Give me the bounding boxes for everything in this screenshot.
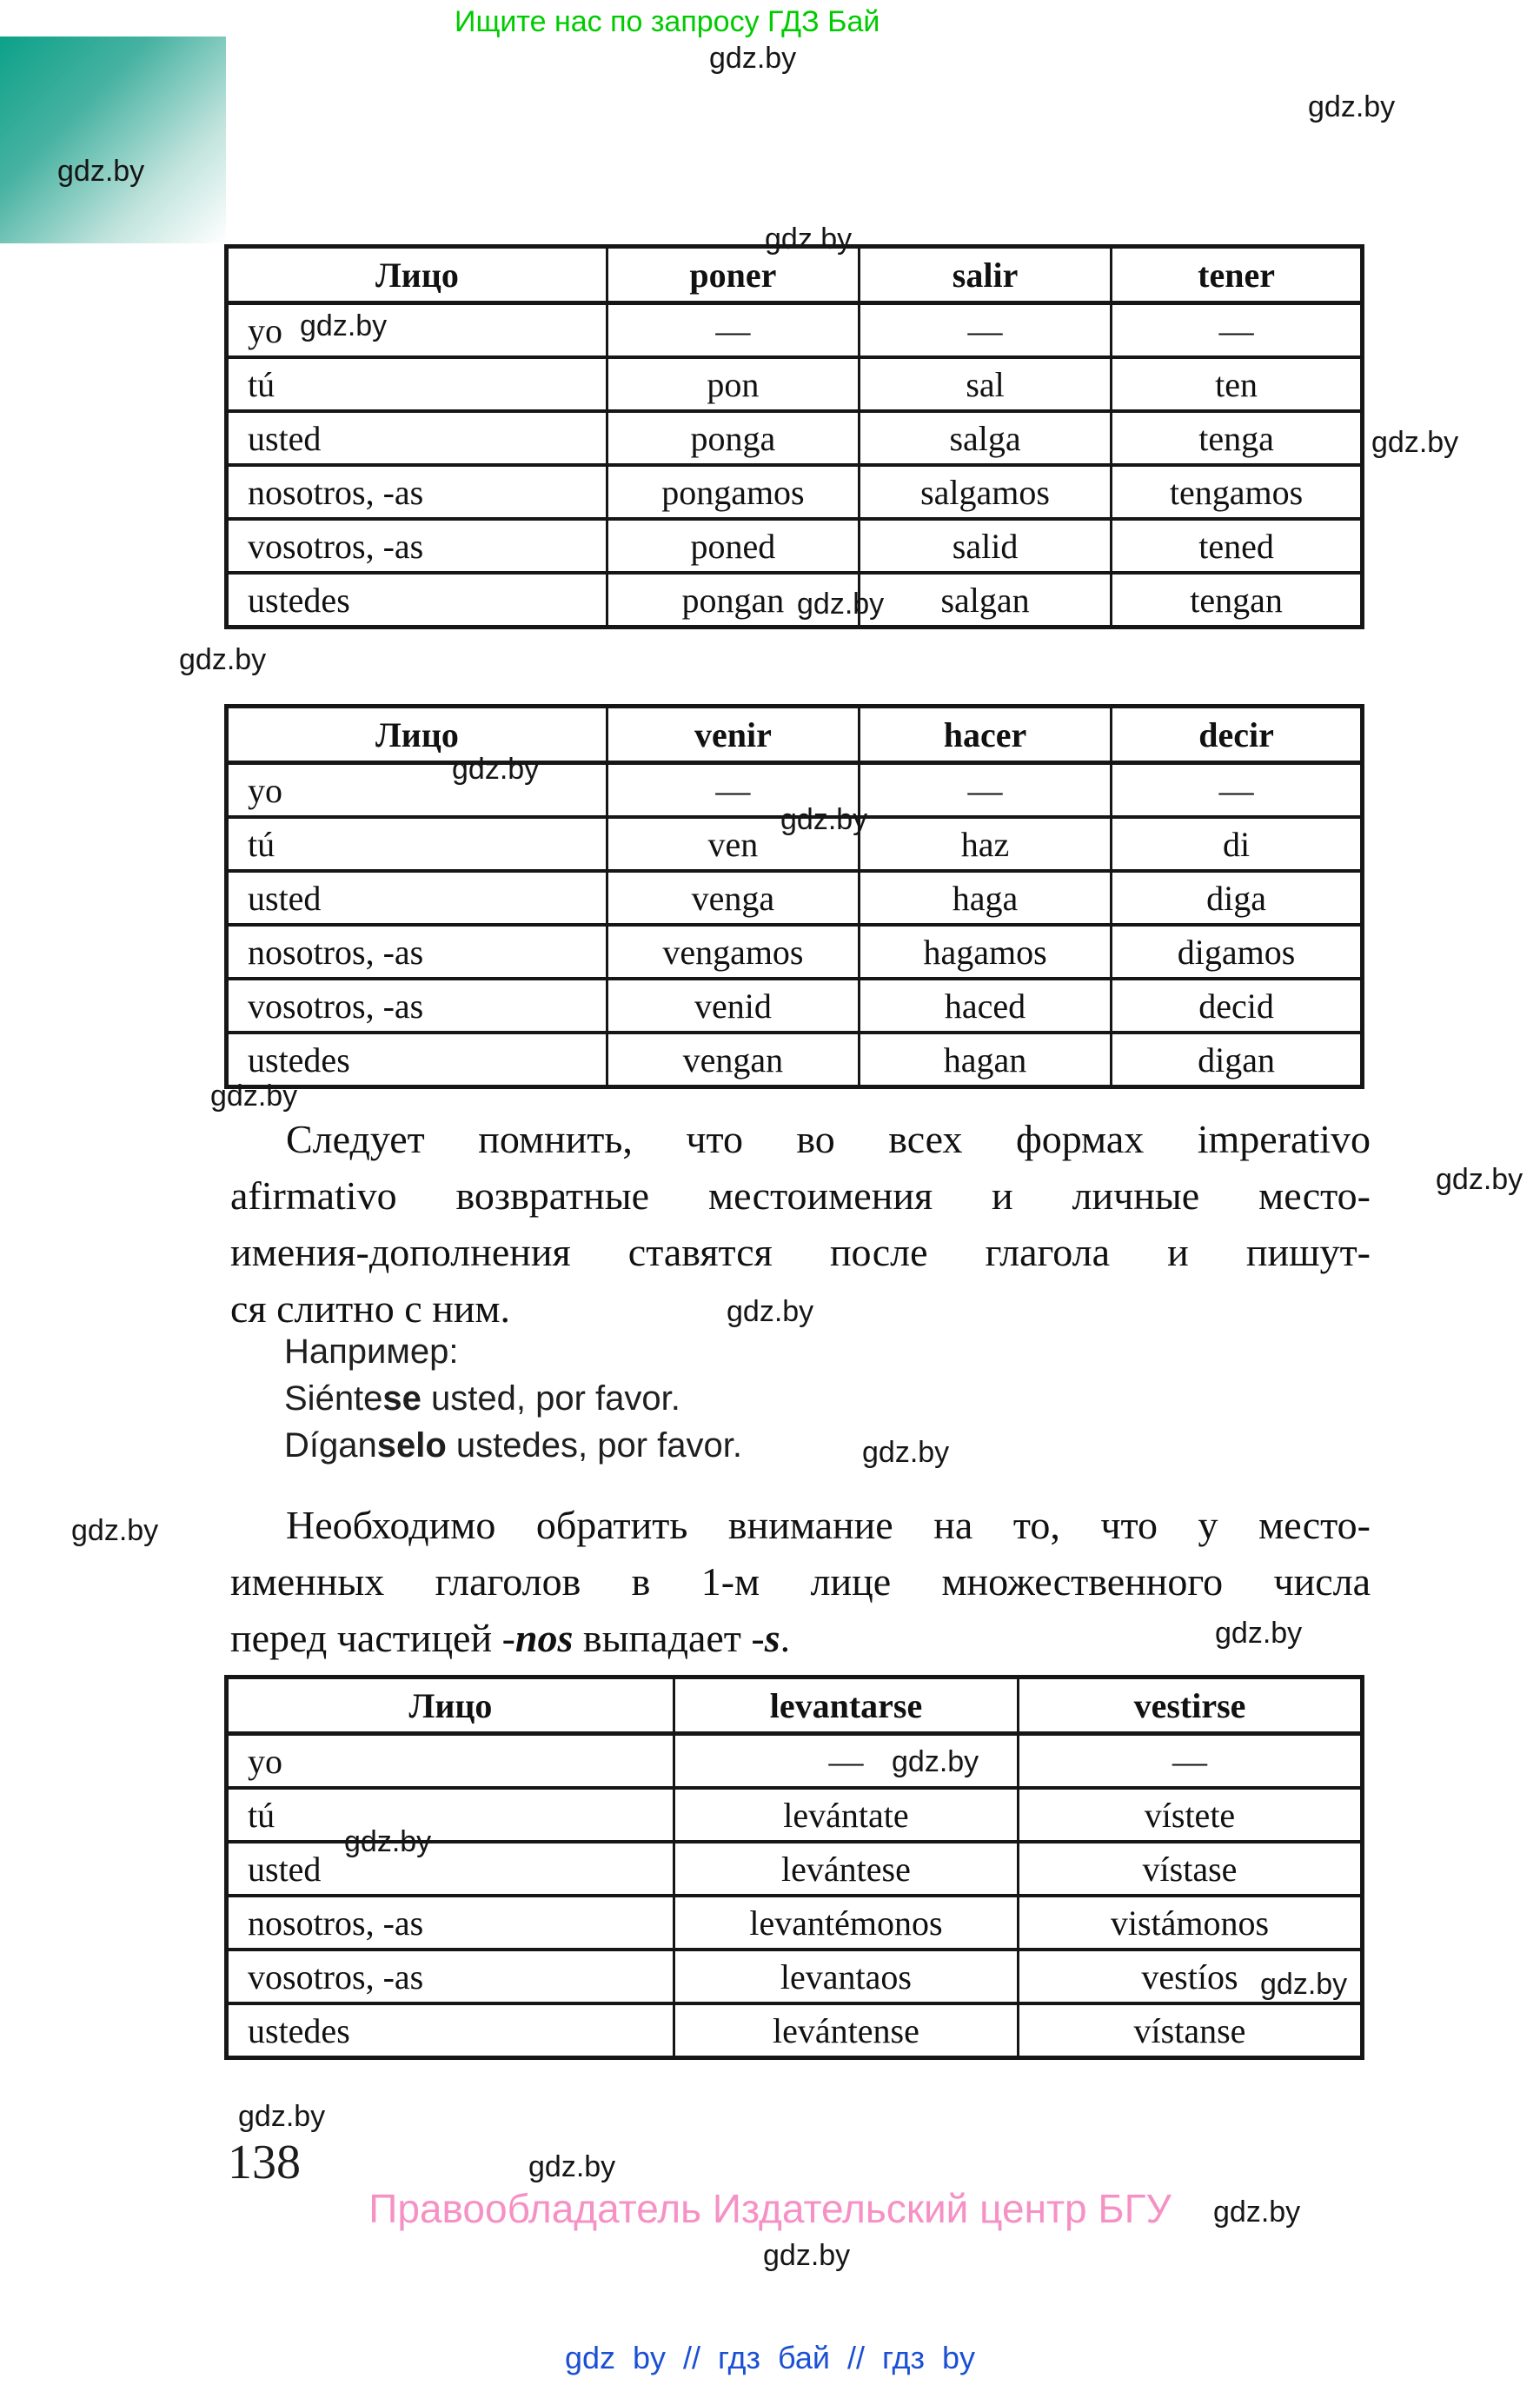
verb-cell: tengamos	[1112, 465, 1363, 519]
table-row	[227, 979, 1363, 1033]
paragraph-line: Следует помнить, что во всех формах imperativo	[286, 1117, 1371, 1161]
header-cell: decir	[1112, 707, 1363, 763]
paragraph-line: ся слитно с ним.	[230, 1286, 511, 1331]
copyright-text: Правообладатель Издательский центр БГУ	[368, 2186, 1172, 2231]
paragraph-line	[230, 1610, 1371, 1666]
header-cell: hacer	[859, 707, 1111, 763]
watermark: gdz.by	[780, 803, 868, 836]
person-cell: tú	[227, 817, 607, 871]
page-number: 138	[228, 2136, 301, 2189]
watermark: gdz.by	[71, 1514, 159, 1547]
verb-cell: vengamos	[607, 925, 859, 979]
watermark: gdz.by	[179, 643, 267, 676]
watermark: gdz.by	[709, 42, 797, 75]
verb-cell: ponga	[607, 411, 859, 465]
verb-cell: pon	[607, 357, 859, 411]
verb-cell: levantémonos	[674, 1896, 1018, 1950]
watermark: gdz.by	[862, 1436, 950, 1469]
verb-cell: haga	[859, 871, 1111, 925]
verb-cell: haced	[859, 979, 1111, 1033]
watermark: gdz.by	[1371, 426, 1459, 459]
verb-cell: vístete	[1018, 1788, 1362, 1842]
paragraph-text: выпадает -	[573, 1616, 765, 1660]
promo-text: Ищите нас по запросу ГДЗ Бай	[455, 5, 880, 38]
watermark: gdz.by	[300, 309, 388, 342]
table-row	[227, 573, 1363, 628]
watermark: gdz.by	[1308, 90, 1396, 123]
paragraph-imperativo-note	[230, 1111, 1371, 1337]
person-cell: ustedes	[227, 573, 607, 628]
person-cell: yo	[227, 1734, 674, 1789]
verb-cell: ven	[607, 817, 859, 871]
example-text: Siénte	[284, 1379, 383, 1418]
verb-cell: —	[1018, 1734, 1362, 1789]
table-row	[227, 465, 1363, 519]
verb-cell: levántese	[674, 1842, 1018, 1896]
watermark: gdz.by	[344, 1825, 432, 1858]
verb-cell: tened	[1112, 519, 1363, 573]
verb-cell: vistámonos	[1018, 1896, 1362, 1950]
verb-cell: levántense	[674, 2003, 1018, 2058]
verb-cell: ten	[1112, 357, 1363, 411]
verb-cell: poned	[607, 519, 859, 573]
watermark: gdz.by	[528, 2150, 616, 2183]
table-row	[227, 1950, 1363, 2003]
verb-cell: salga	[859, 411, 1111, 465]
verb-cell: vístase	[1018, 1842, 1362, 1896]
header-cell: Лицо	[227, 1677, 674, 1734]
verb-cell: —	[859, 303, 1111, 358]
example-bold-pronoun: selo	[376, 1426, 447, 1465]
person-cell: vosotros, -as	[227, 979, 607, 1033]
watermark: gdz.by	[452, 753, 540, 786]
examples-intro: Например:	[284, 1332, 459, 1371]
verb-cell: sal	[859, 357, 1111, 411]
verb-cell: hagamos	[859, 925, 1111, 979]
paragraph-emphasis: nos	[514, 1616, 574, 1660]
header-cell: venir	[607, 707, 859, 763]
person-cell: nosotros, -as	[227, 465, 607, 519]
person-cell: usted	[227, 1842, 674, 1896]
verb-cell: —	[1112, 303, 1363, 358]
paragraph-line: именных глаголов в 1-м лице множественного числа	[230, 1559, 1371, 1604]
table-row	[227, 871, 1363, 925]
watermark: gdz.by	[1260, 1968, 1348, 2001]
person-cell: yo	[227, 303, 607, 358]
verb-cell: —	[607, 763, 859, 818]
person-cell: nosotros, -as	[227, 1896, 674, 1950]
verb-cell: venga	[607, 871, 859, 925]
table-row	[227, 1033, 1363, 1087]
verb-cell: tengan	[1112, 573, 1363, 628]
watermark: gdz.by	[727, 1295, 814, 1328]
watermark: gdz.by	[210, 1080, 298, 1113]
watermark: gdz.by	[1215, 1617, 1303, 1650]
example-text: Dígan	[284, 1426, 377, 1465]
person-cell: vosotros, -as	[227, 519, 607, 573]
verb-cell: di	[1112, 817, 1363, 871]
paragraph-nos-note	[230, 1497, 1371, 1666]
verb-cell: digamos	[1112, 925, 1363, 979]
person-cell: yo	[227, 763, 607, 818]
paragraph-emphasis: s	[764, 1616, 780, 1660]
watermark: gdz.by	[1436, 1163, 1523, 1196]
table-row	[227, 1734, 1363, 1789]
watermark: gdz.by	[763, 2239, 851, 2272]
verb-cell: vístanse	[1018, 2003, 1362, 2058]
imperative-table-poner-salir-tener	[224, 244, 1364, 629]
watermark: gdz.by	[57, 155, 145, 188]
table-row	[227, 2003, 1363, 2058]
verb-cell: pongamos	[607, 465, 859, 519]
table-row	[227, 519, 1363, 573]
person-cell: usted	[227, 411, 607, 465]
table-header-row	[227, 247, 1363, 303]
person-cell: ustedes	[227, 1033, 607, 1087]
watermark: gdz.by	[892, 1745, 979, 1778]
verb-cell: diga	[1112, 871, 1363, 925]
table-header-row	[227, 707, 1363, 763]
verb-cell: hagan	[859, 1033, 1111, 1087]
verb-cell: pongan	[607, 573, 859, 628]
verb-cell: haz	[859, 817, 1111, 871]
verb-cell: —	[607, 303, 859, 358]
header-cell: salir	[859, 247, 1111, 303]
watermark: gdz.by	[1213, 2196, 1301, 2229]
verb-cell: levantaos	[674, 1950, 1018, 2003]
example-line	[284, 1375, 742, 1422]
header-cell: tener	[1112, 247, 1363, 303]
imperative-table-levantarse-vestirse	[224, 1675, 1364, 2060]
person-cell: tú	[227, 1788, 674, 1842]
header-cell: Лицо	[227, 707, 607, 763]
person-cell: ustedes	[227, 2003, 674, 2058]
paragraph-line: имения-дополнения ставятся после глагола и пишут-	[230, 1230, 1371, 1274]
example-bold-pronoun: se	[382, 1379, 422, 1418]
verb-cell: tenga	[1112, 411, 1363, 465]
paragraph-text: .	[780, 1616, 791, 1660]
example-line	[284, 1422, 742, 1469]
example-text: ustedes, por favor.	[446, 1426, 742, 1465]
watermark: gdz.by	[238, 2100, 326, 2133]
verb-cell: venid	[607, 979, 859, 1033]
verb-cell: salgan	[859, 573, 1111, 628]
watermark: gdz.by	[797, 588, 885, 621]
verb-cell: levántate	[674, 1788, 1018, 1842]
verb-cell: —	[1112, 763, 1363, 818]
paragraph-line: afirmativo возвратные местоимения и личные место-	[230, 1173, 1371, 1218]
person-cell: vosotros, -as	[227, 1950, 674, 2003]
verb-cell: salid	[859, 519, 1111, 573]
teal-gradient-swatch	[0, 37, 226, 243]
footer-links[interactable]: gdz by // гдз бай // гдз by	[564, 2340, 976, 2375]
person-cell: nosotros, -as	[227, 925, 607, 979]
header-cell: levantarse	[674, 1677, 1018, 1734]
verb-cell: vestíos	[1018, 1950, 1362, 2003]
verb-cell: —	[674, 1734, 1018, 1789]
header-cell: Лицо	[227, 247, 607, 303]
watermark: gdz.by	[765, 223, 853, 256]
table-row	[227, 411, 1363, 465]
verb-cell: salgamos	[859, 465, 1111, 519]
person-cell: usted	[227, 871, 607, 925]
table-row	[227, 1896, 1363, 1950]
person-cell: tú	[227, 357, 607, 411]
paragraph-text: перед частицей -	[230, 1616, 515, 1660]
table-header-row	[227, 1677, 1363, 1734]
verb-cell: vengan	[607, 1033, 859, 1087]
examples-block	[284, 1328, 742, 1469]
verb-cell: —	[859, 763, 1111, 818]
verb-cell: decid	[1112, 979, 1363, 1033]
verb-cell: digan	[1112, 1033, 1363, 1087]
table-row	[227, 303, 1363, 358]
example-text: usted, por favor.	[421, 1379, 680, 1418]
table-row	[227, 357, 1363, 411]
header-cell: vestirse	[1018, 1677, 1362, 1734]
header-cell: poner	[607, 247, 859, 303]
table-row	[227, 925, 1363, 979]
paragraph-line: Необходимо обратить внимание на то, что у место-	[286, 1503, 1371, 1547]
imperative-table-venir-hacer-decir	[224, 704, 1364, 1089]
